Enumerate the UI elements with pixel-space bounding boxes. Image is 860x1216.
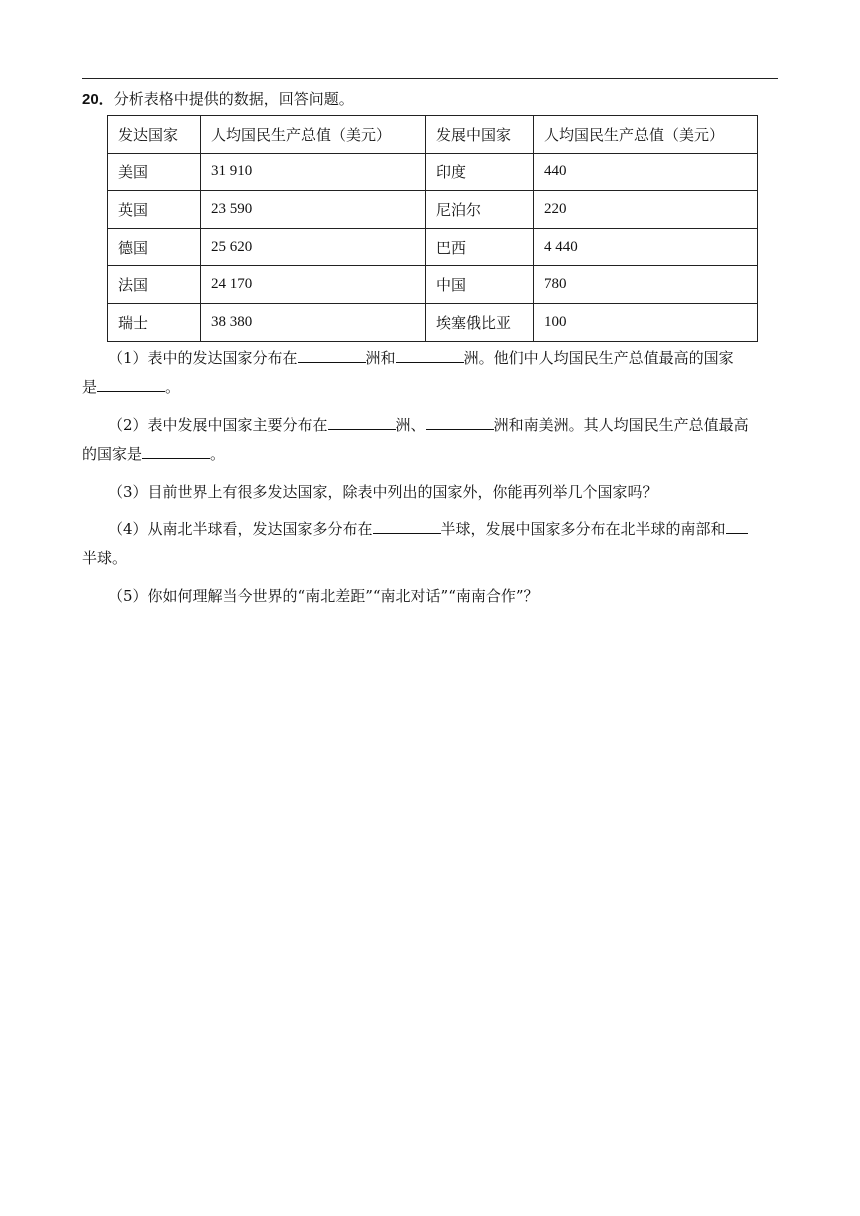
- gnp-table: [107, 115, 758, 342]
- developed-gnp-cell: 31 910: [201, 153, 426, 191]
- answer-blank[interactable]: [426, 415, 494, 430]
- developing-gnp-cell: 4 440: [534, 228, 758, 266]
- answer-blank[interactable]: [328, 415, 396, 430]
- table-row: [108, 303, 758, 341]
- developed-country-cell: 美国: [108, 153, 201, 191]
- developing-gnp-cell: 440: [534, 153, 758, 191]
- developing-country-cell: 印度: [426, 153, 534, 191]
- table-row: [108, 266, 758, 304]
- answer-blank[interactable]: [97, 377, 165, 392]
- q1-text-e: 。: [165, 378, 181, 396]
- developed-gnp-cell: 25 620: [201, 228, 426, 266]
- q1-text-c: 洲。他们中人均国民生产总值最高的国家: [463, 349, 734, 367]
- table-row: [108, 228, 758, 266]
- sub-question-4: [82, 515, 780, 573]
- sub-question-1: [82, 344, 780, 402]
- q4-text-a: （4）从南北半球看，发达国家多分布在: [108, 520, 373, 538]
- q4-text-b: 半球，发展中国家多分布在北半球的南部和: [440, 520, 726, 538]
- header-cell: 人均国民生产总值（美元）: [201, 116, 426, 154]
- q2-text-a: （2）表中发展中国家主要分布在: [108, 416, 328, 434]
- developing-gnp-cell: 220: [534, 191, 758, 229]
- developing-country-cell: 埃塞俄比亚: [426, 303, 534, 341]
- answer-blank[interactable]: [726, 519, 748, 534]
- sub-question-5: [82, 582, 780, 611]
- developed-gnp-cell: 23 590: [201, 191, 426, 229]
- developing-gnp-cell: 100: [534, 303, 758, 341]
- q1-text-b: 洲和: [365, 349, 396, 367]
- developed-country-cell: 瑞士: [108, 303, 201, 341]
- developed-gnp-cell: 24 170: [201, 266, 426, 304]
- header-cell: 发展中国家: [426, 116, 534, 154]
- q3-text: （3）目前世界上有很多发达国家，除表中列出的国家外，你能再列举几个国家吗？: [108, 483, 658, 501]
- table-row: [108, 191, 758, 229]
- developed-gnp-cell: 38 380: [201, 303, 426, 341]
- header-cell: 人均国民生产总值（美元）: [534, 116, 758, 154]
- answer-blank[interactable]: [142, 444, 210, 459]
- q2-text-d: 的国家是: [82, 445, 143, 463]
- question-number: 20．: [82, 91, 114, 108]
- sub-question-2: [82, 411, 780, 469]
- developing-country-cell: 中国: [426, 266, 534, 304]
- developed-country-cell: 法国: [108, 266, 201, 304]
- q1-text-a: （1）表中的发达国家分布在: [108, 349, 298, 367]
- question-prompt: 分析表格中提供的数据，回答问题。: [113, 90, 354, 108]
- header-rule: [82, 78, 778, 79]
- developing-country-cell: 巴西: [426, 228, 534, 266]
- developing-gnp-cell: 780: [534, 266, 758, 304]
- answer-blank[interactable]: [373, 519, 441, 534]
- q2-text-e: 。: [210, 445, 226, 463]
- table-row: [108, 153, 758, 191]
- sub-question-3: [82, 478, 780, 507]
- developing-country-cell: 尼泊尔: [426, 191, 534, 229]
- q4-text-c: 半球。: [82, 549, 128, 567]
- question-title: [82, 88, 354, 111]
- answer-blank[interactable]: [396, 348, 464, 363]
- table-header-row: [108, 116, 758, 154]
- q1-text-d: 是: [82, 378, 98, 396]
- q5-text: （5）你如何理解当今世界的“南北差距”“南北对话”“南南合作”？: [108, 587, 539, 605]
- q2-text-b: 洲、: [395, 416, 426, 434]
- developed-country-cell: 德国: [108, 228, 201, 266]
- answer-blank[interactable]: [298, 348, 366, 363]
- q2-text-c: 洲和南美洲。其人均国民生产总值最高: [493, 416, 749, 434]
- header-cell: 发达国家: [108, 116, 201, 154]
- developed-country-cell: 英国: [108, 191, 201, 229]
